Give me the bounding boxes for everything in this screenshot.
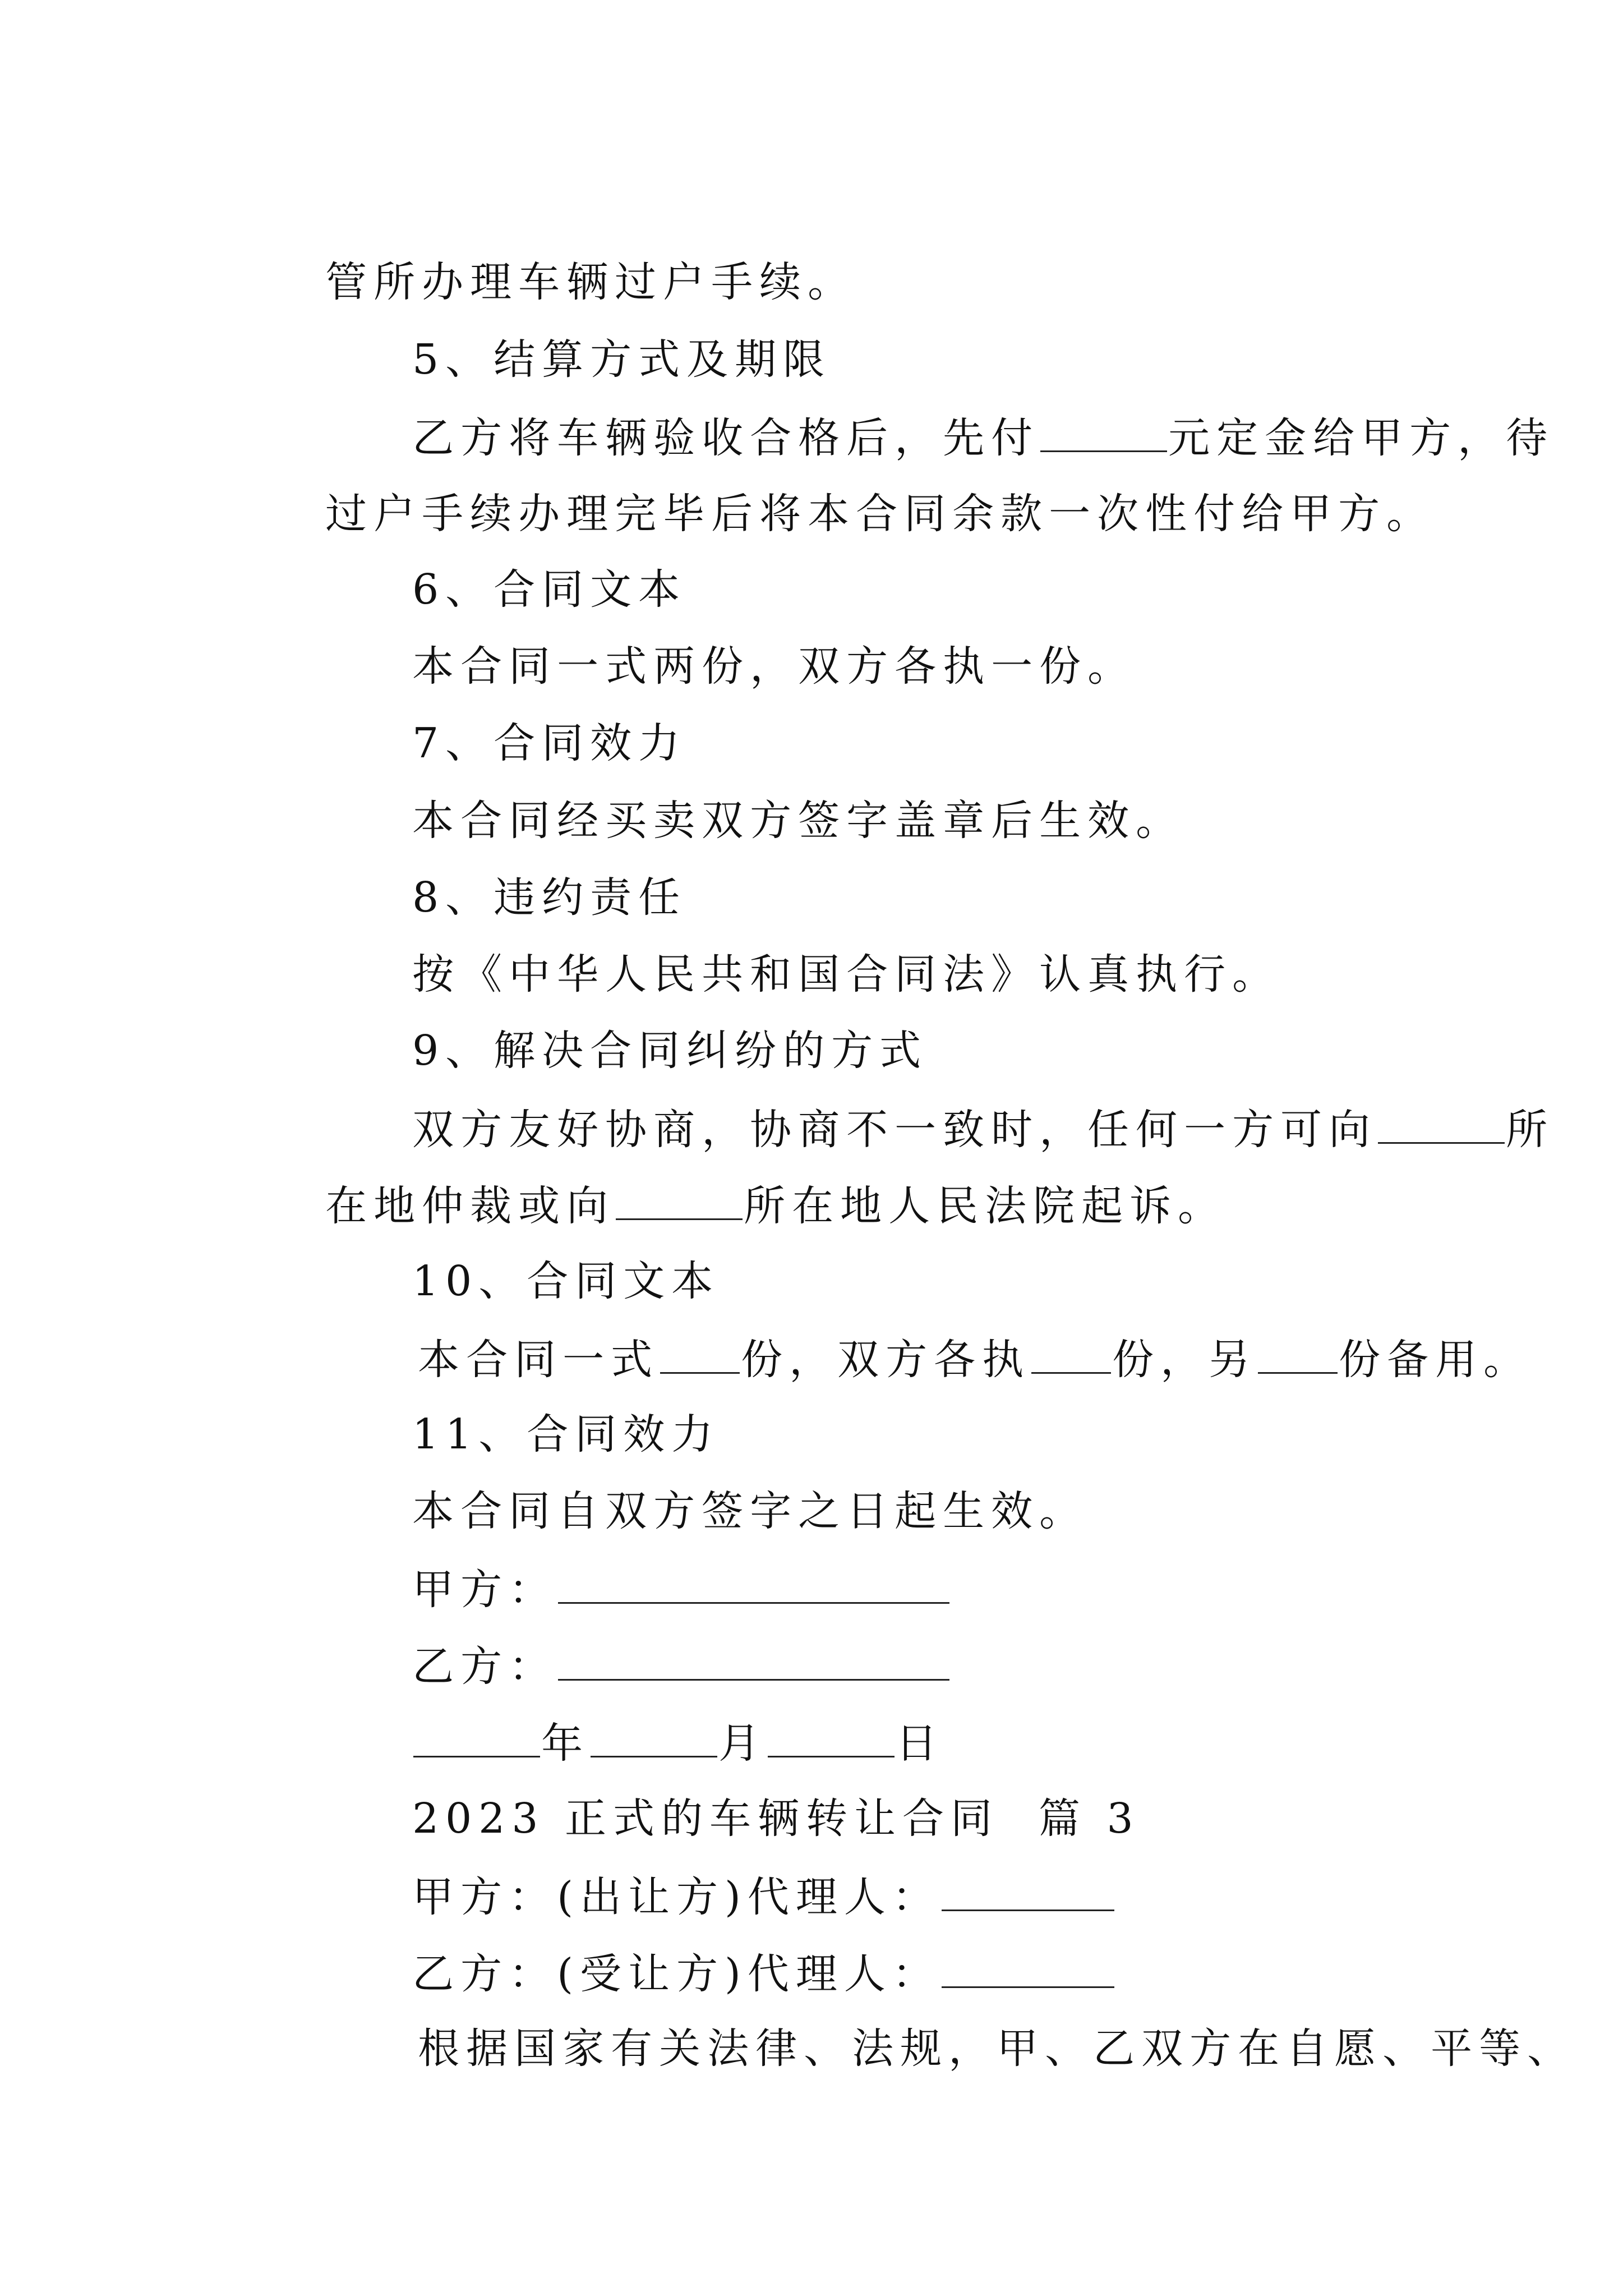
- text: 本合同经买卖双方签字盖章后生效。: [412, 797, 1184, 845]
- text: 所在地人民法院起诉。: [744, 1182, 1227, 1230]
- deposit-amount-blank: [1040, 416, 1167, 452]
- text: 7、合同效力: [412, 719, 687, 767]
- day-blank: [768, 1721, 895, 1757]
- text: 日: [896, 1719, 944, 1768]
- text: 本合同自双方签字之日起生效。: [412, 1487, 1088, 1535]
- year-blank: [413, 1721, 540, 1757]
- text: 根据国家有关法律、法规，甲、乙双方在自愿、平等、: [418, 2024, 1576, 2073]
- text: 在地仲裁或向: [325, 1182, 615, 1230]
- party-b-agent-blank: [942, 1952, 1114, 1988]
- party-a-agent-blank: [942, 1875, 1114, 1911]
- text: 过户手续办理完毕后将本合同余款一次性付给甲方。: [325, 490, 1435, 538]
- text: 11、合同效力: [412, 1410, 720, 1458]
- text: 份，双方各执: [741, 1336, 1031, 1384]
- text: 乙方将车辆验收合格后，先付: [412, 414, 1040, 462]
- text: 份，另: [1112, 1336, 1257, 1384]
- text: 甲方：(出让方)代理人：: [412, 1873, 940, 1921]
- text: 年: [541, 1719, 590, 1768]
- text: 9、解决合同纠纷的方式: [412, 1027, 928, 1075]
- text: 管所办理车辆过户手续。: [325, 258, 856, 306]
- party-a-signature-blank: [558, 1567, 949, 1604]
- text: 甲方：: [412, 1566, 557, 1614]
- party-b-signature-blank: [558, 1644, 949, 1681]
- copies-total-blank: [660, 1337, 740, 1374]
- text: 5、结算方式及期限: [412, 335, 832, 384]
- text: 双方友好协商，协商不一致时，任何一方可向: [412, 1106, 1377, 1154]
- text: 本合同一式两份，双方各执一份。: [412, 642, 1136, 691]
- copies-each-blank: [1031, 1337, 1111, 1374]
- text: 所: [1506, 1106, 1555, 1154]
- text: 月: [718, 1719, 767, 1768]
- text-line: [338, 1986, 1575, 2111]
- court-location-blank: [616, 1184, 743, 1220]
- month-blank: [591, 1721, 717, 1757]
- text: 8、违约责任: [412, 873, 687, 922]
- text: 元定金给甲方，待: [1168, 414, 1555, 462]
- text: 份备用。: [1339, 1336, 1532, 1384]
- text: 2023 正式的车辆转让合同 篇 3: [412, 1795, 1140, 1843]
- text: 乙方：: [412, 1642, 557, 1691]
- text: 按《中华人民共和国合同法》认真执行。: [412, 950, 1281, 999]
- copies-spare-blank: [1258, 1337, 1338, 1374]
- arbitration-location-blank: [1378, 1107, 1505, 1144]
- text: 6、合同文本: [412, 565, 687, 614]
- text: 本合同一式: [418, 1336, 660, 1384]
- text: 乙方：(受让方)代理人：: [412, 1950, 940, 1998]
- text: 10、合同文本: [412, 1257, 720, 1305]
